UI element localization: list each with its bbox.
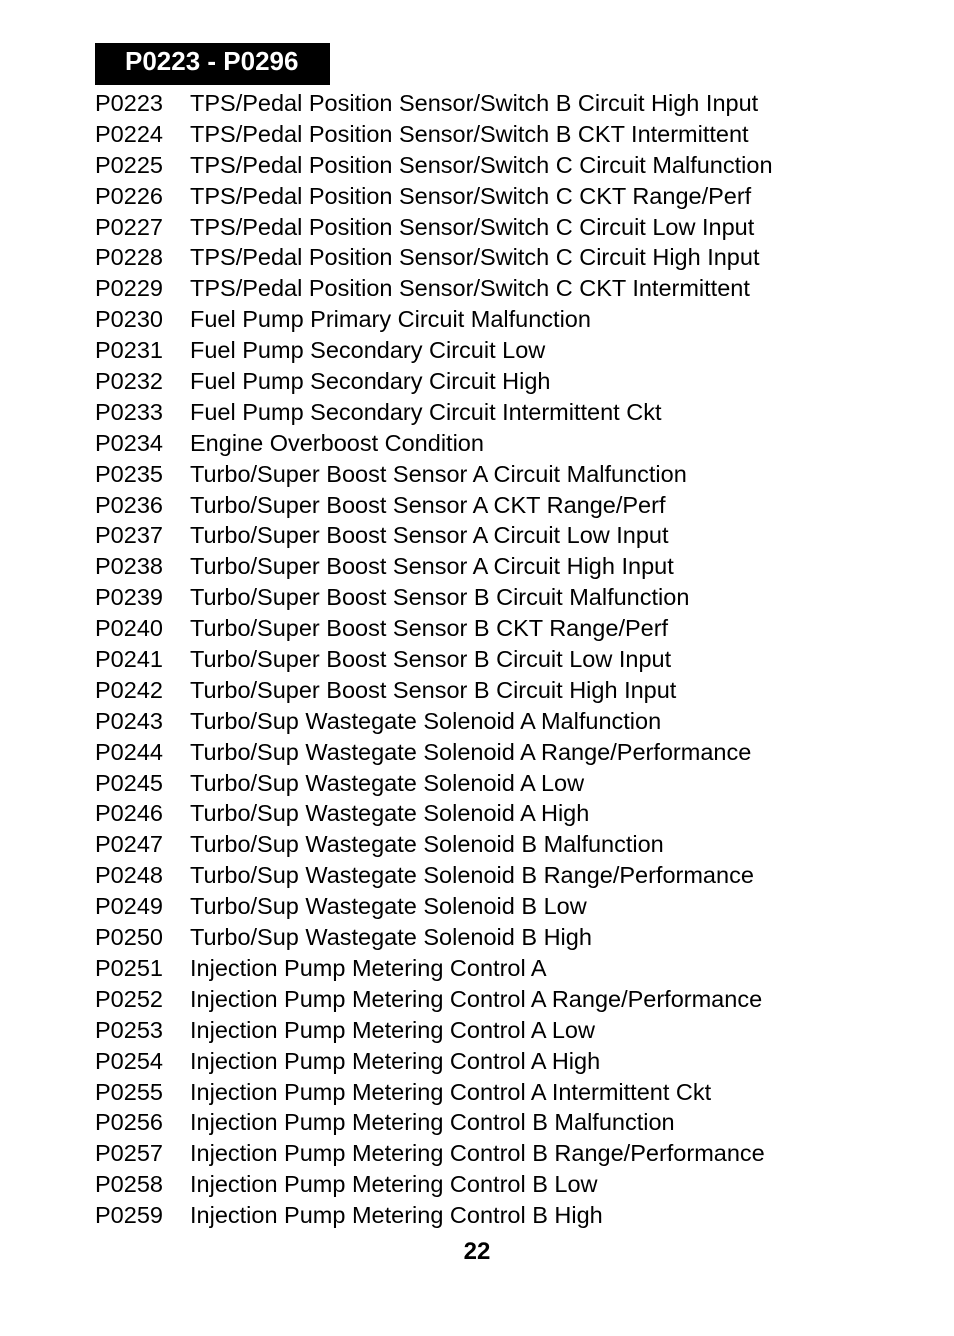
code-description: Fuel Pump Secondary Circuit Low (190, 337, 546, 364)
code-description: Turbo/Super Boost Sensor A Circuit Low Input (190, 522, 669, 549)
list-item (95, 798, 915, 829)
code-description: Turbo/Sup Wastegate Solenoid A Low (190, 769, 585, 796)
list-item (95, 891, 915, 922)
list-item (95, 582, 915, 613)
page-number: 22 (463, 1238, 491, 1265)
code-id: P0234 (95, 429, 163, 456)
code-description: Turbo/Sup Wastegate Solenoid B Low (190, 893, 587, 920)
list-item (95, 520, 915, 551)
list-item (95, 119, 915, 150)
code-id: P0231 (95, 337, 163, 364)
code-id: P0253 (95, 1016, 163, 1043)
code-description: TPS/Pedal Position Sensor/Switch C Circuit Low Input (190, 213, 755, 240)
list-item (95, 1200, 915, 1231)
list-item (95, 706, 915, 737)
list-item (95, 366, 915, 397)
list-item (95, 1046, 915, 1077)
list-item (95, 1107, 915, 1138)
code-id: P0236 (95, 491, 163, 518)
section-range-label: P0223 - P0296 (125, 46, 299, 76)
code-id: P0255 (95, 1078, 163, 1105)
code-id: P0258 (95, 1171, 163, 1198)
code-id: P0248 (95, 862, 163, 889)
code-description: TPS/Pedal Position Sensor/Switch C Circuit Malfunction (190, 151, 773, 178)
code-id: P0240 (95, 615, 163, 642)
list-item (95, 212, 915, 243)
list-item (95, 150, 915, 181)
code-description: Injection Pump Metering Control A Intermittent Ckt (190, 1078, 712, 1105)
code-id: P0242 (95, 676, 163, 703)
code-description: Turbo/Super Boost Sensor A Circuit High Input (190, 553, 674, 580)
code-id: P0257 (95, 1140, 163, 1167)
list-item (95, 922, 915, 953)
list-item (95, 1138, 915, 1169)
code-id: P0229 (95, 275, 163, 302)
code-description: Turbo/Super Boost Sensor A Circuit Malfunction (190, 460, 687, 487)
list-item (95, 428, 915, 459)
code-description: Injection Pump Metering Control B Low (190, 1171, 598, 1198)
list-item (95, 829, 915, 860)
code-description: TPS/Pedal Position Sensor/Switch B Circuit High Input (190, 90, 759, 116)
code-description: Turbo/Sup Wastegate Solenoid B Range/Performance (190, 862, 754, 889)
code-description: TPS/Pedal Position Sensor/Switch C Circuit High Input (190, 244, 760, 271)
code-description: Turbo/Sup Wastegate Solenoid A Range/Performance (190, 738, 752, 765)
code-id: P0254 (95, 1047, 163, 1074)
list-item (95, 459, 915, 490)
code-id: P0241 (95, 646, 163, 673)
code-id: P0228 (95, 244, 163, 271)
code-description: Engine Overboost Condition (190, 429, 484, 456)
code-description: TPS/Pedal Position Sensor/Switch B CKT Intermittent (190, 120, 749, 147)
code-id: P0225 (95, 151, 163, 178)
code-id: P0244 (95, 738, 163, 765)
code-description: Injection Pump Metering Control A Low (190, 1016, 595, 1043)
code-description: Turbo/Super Boost Sensor B Circuit Malfunction (190, 584, 690, 611)
code-id: P0232 (95, 368, 163, 395)
code-id: P0259 (95, 1202, 163, 1229)
code-id: P0226 (95, 182, 163, 209)
code-description: TPS/Pedal Position Sensor/Switch C CKT Intermittent (190, 275, 750, 302)
code-id: P0238 (95, 553, 163, 580)
code-id: P0245 (95, 769, 163, 796)
list-item (95, 768, 915, 799)
code-id: P0256 (95, 1109, 163, 1136)
code-description: Fuel Pump Secondary Circuit High (190, 368, 551, 395)
list-item (95, 1015, 915, 1046)
code-description: Turbo/Super Boost Sensor B CKT Range/Perf (190, 615, 669, 642)
trouble-code-list (95, 88, 915, 1231)
code-description: TPS/Pedal Position Sensor/Switch C CKT Range/Perf (190, 182, 752, 209)
section-range-tab (95, 43, 330, 85)
code-id: P0246 (95, 800, 163, 827)
list-item (95, 860, 915, 891)
code-description: Turbo/Super Boost Sensor A CKT Range/Perf (190, 491, 666, 518)
code-description: Fuel Pump Secondary Circuit Intermittent Ckt (190, 398, 662, 425)
code-description: Injection Pump Metering Control A Range/Performance (190, 985, 763, 1012)
list-item (95, 613, 915, 644)
code-description: Injection Pump Metering Control B Malfunction (190, 1109, 675, 1136)
list-item (95, 242, 915, 273)
list-item (95, 273, 915, 304)
code-id: P0230 (95, 306, 163, 333)
code-description: Injection Pump Metering Control B High (190, 1202, 603, 1229)
code-id: P0233 (95, 398, 163, 425)
list-item (95, 335, 915, 366)
list-item (95, 551, 915, 582)
code-id: P0224 (95, 120, 163, 147)
code-description: Turbo/Sup Wastegate Solenoid A High (190, 800, 590, 827)
code-id: P0227 (95, 213, 163, 240)
code-description: Injection Pump Metering Control B Range/Performance (190, 1140, 765, 1167)
code-id: P0235 (95, 460, 163, 487)
code-description: Turbo/Sup Wastegate Solenoid B Malfunction (190, 831, 664, 858)
list-item (95, 737, 915, 768)
list-item (95, 88, 915, 119)
code-description: Turbo/Super Boost Sensor B Circuit Low Input (190, 646, 672, 673)
list-item (95, 953, 915, 984)
list-item (95, 397, 915, 428)
code-description: Injection Pump Metering Control A (190, 954, 547, 981)
list-item (95, 675, 915, 706)
code-id: P0250 (95, 924, 163, 951)
code-id: P0237 (95, 522, 163, 549)
code-id: P0239 (95, 584, 163, 611)
code-description: Turbo/Sup Wastegate Solenoid B High (190, 924, 592, 951)
code-description: Fuel Pump Primary Circuit Malfunction (190, 306, 591, 333)
list-item (95, 304, 915, 335)
list-item (95, 1077, 915, 1108)
code-id: P0251 (95, 954, 163, 981)
code-description: Injection Pump Metering Control A High (190, 1047, 601, 1074)
code-id: P0223 (95, 90, 163, 116)
list-item (95, 984, 915, 1015)
list-item (95, 490, 915, 521)
list-item (95, 181, 915, 212)
list-item (95, 1169, 915, 1200)
list-item (95, 644, 915, 675)
code-description: Turbo/Sup Wastegate Solenoid A Malfunction (190, 707, 662, 734)
code-id: P0249 (95, 893, 163, 920)
code-id: P0247 (95, 831, 163, 858)
code-description: Turbo/Super Boost Sensor B Circuit High Input (190, 676, 677, 703)
code-id: P0252 (95, 985, 163, 1012)
code-id: P0243 (95, 707, 163, 734)
